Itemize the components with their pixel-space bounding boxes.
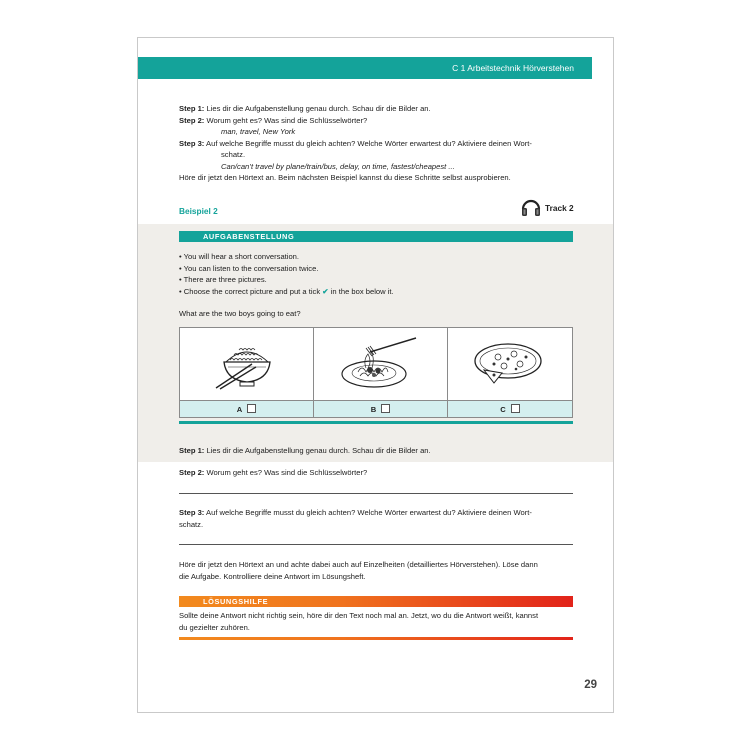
task-bullet4-before: Choose the correct picture and put a tick xyxy=(183,286,323,296)
intro-step2-example: man, travel, New York xyxy=(221,127,296,136)
page xyxy=(137,37,614,713)
intro-step3-label: Step 3: xyxy=(179,138,205,148)
task-heading-bar xyxy=(179,231,573,242)
help-heading-bar xyxy=(179,596,573,607)
help-bottom-rule xyxy=(179,637,573,640)
option-c-label: C xyxy=(500,405,506,414)
task-bullet: • There are three pictures. xyxy=(179,274,573,286)
practice-step1-text: Lies dir die Aufgabenstellung genau durch. Schau dir die Bilder an. xyxy=(206,446,431,455)
option-c-checkbox[interactable] xyxy=(511,404,520,413)
task-question: What are the two boys going to eat? xyxy=(179,309,301,318)
practice-step1 xyxy=(179,445,431,457)
page-number: 29 xyxy=(584,679,597,691)
example-title: Beispiel 2 xyxy=(179,206,218,216)
track-indicator[interactable] xyxy=(520,196,580,218)
option-b[interactable] xyxy=(314,401,448,418)
intro-step1-text: Lies dir die Aufgabenstellung genau durch. Schau dir die Bilder an. xyxy=(206,104,431,113)
option-c[interactable] xyxy=(448,401,573,418)
practice-step3-text-line2: schatz. xyxy=(179,519,204,529)
answer-line-step2[interactable] xyxy=(179,493,573,494)
task-bullet: • You will hear a short conversation. xyxy=(179,251,573,263)
intro-steps xyxy=(179,103,579,184)
chapter-header xyxy=(138,57,592,79)
picture-cell-b xyxy=(314,328,448,401)
option-a-checkbox[interactable] xyxy=(247,404,256,413)
help-text-line2: du gezielter zuhören. xyxy=(179,622,250,632)
practice-closing-line1: Höre dir jetzt den Hörtext an und achte dabei auch auf Einzelheiten (detailliertes Hörverstehen). Löse dann xyxy=(179,560,538,569)
practice-closing-line2: die Aufgabe. Kontrolliere deine Antwort im Lösungsheft. xyxy=(179,571,366,581)
task-heading: AUFGABENSTELLUNG xyxy=(203,232,295,241)
task-bullet: • You can listen to the conversation twice. xyxy=(179,263,573,275)
intro-step2-text: Worum geht es? Was sind die Schlüsselwörter? xyxy=(206,115,368,125)
picture-options-table xyxy=(179,327,573,418)
pizza-icon xyxy=(470,337,550,387)
picture-cell-a xyxy=(180,328,314,401)
option-a-label: A xyxy=(236,405,243,414)
chapter-title: C 1 Arbeitstechnik Hörverstehen xyxy=(452,63,574,73)
option-b-checkbox[interactable] xyxy=(381,404,390,413)
practice-step1-label: Step 1: xyxy=(179,446,205,455)
task-bullet xyxy=(179,286,573,298)
intro-step1-label: Step 1: xyxy=(179,104,205,113)
help-text-line1: Sollte deine Antwort nicht richtig sein, höre dir den Text noch mal an. Jetzt, wo du die Antwort weißt, kannst xyxy=(179,611,539,620)
track-label: Track 2 xyxy=(545,203,574,213)
option-a[interactable] xyxy=(180,401,314,418)
practice-step2-label: Step 2: xyxy=(179,468,205,477)
headphones-icon xyxy=(520,196,542,223)
option-b-label: B xyxy=(370,405,377,414)
intro-step3-text-line1: Auf welche Begriffe musst du gleich achten? Welche Wörter erwartest du? Aktiviere deinen Wort- xyxy=(206,138,532,148)
practice-step3-text-line1: Auf welche Begriffe musst du gleich achten? Welche Wörter erwartest du? Aktiviere deinen Wort- xyxy=(206,508,532,517)
tick-icon: ✔ xyxy=(322,286,329,296)
task-bottom-rule xyxy=(179,421,573,424)
intro-step2-label: Step 2: xyxy=(179,115,205,125)
intro-step3-example: Can/can’t travel by plane/train/bus, delay, on time, fastest/cheapest ... xyxy=(221,161,455,171)
help-text xyxy=(179,610,589,633)
practice-step3 xyxy=(179,507,579,530)
practice-step2 xyxy=(179,467,367,479)
spaghetti-icon xyxy=(336,334,426,390)
task-bullets xyxy=(179,251,573,297)
intro-step3-text-line2: schatz. xyxy=(221,150,246,159)
practice-step3-label: Step 3: xyxy=(179,508,205,517)
rice-bowl-icon xyxy=(212,334,282,390)
picture-cell-c xyxy=(448,328,573,401)
help-heading: LÖSUNGSHILFE xyxy=(203,597,269,606)
answer-line-step3[interactable] xyxy=(179,544,573,545)
practice-step2-text: Worum geht es? Was sind die Schlüsselwörter? xyxy=(206,468,368,477)
task-bullet4-after: in the box below it. xyxy=(328,286,394,296)
practice-closing xyxy=(179,559,589,582)
intro-closing: Höre dir jetzt den Hörtext an. Beim nächsten Beispiel kannst du diese Schritte selbst ausprobieren. xyxy=(179,173,511,182)
